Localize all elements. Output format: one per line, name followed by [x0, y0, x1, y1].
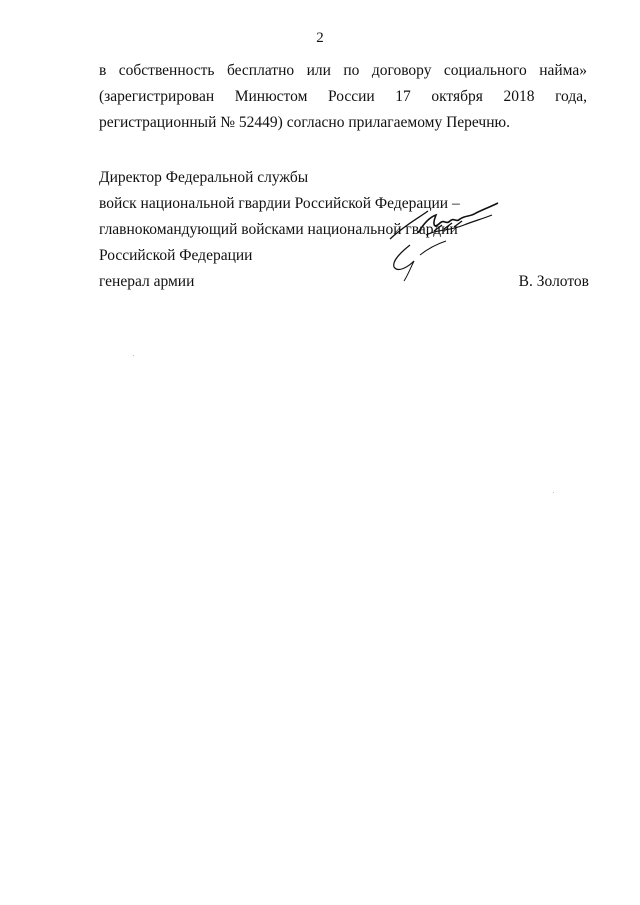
scan-speck — [133, 355, 134, 356]
signatory-rank: генерал армии — [99, 273, 195, 290]
body-line: (зарегистрирован Минюстом России 17 октября 2018 года, — [99, 88, 587, 105]
signatory-rank-name-row — [99, 269, 589, 295]
body-paragraph — [99, 58, 587, 136]
signatory-title-line: главнокомандующий войсками национальной гвардии — [99, 221, 458, 238]
scan-speck — [553, 492, 554, 493]
signatory-title-line: войск национальной гвардии Российской Федерации – — [99, 195, 460, 212]
signature-block — [99, 165, 589, 295]
body-line: регистрационный № 52449) согласно прилагаемому Перечню. — [99, 114, 510, 131]
signatory-name: В. Золотов — [518, 273, 589, 290]
page-number: 2 — [316, 30, 324, 46]
handwritten-signature — [380, 195, 505, 285]
signatory-title-line: Российской Федерации — [99, 247, 253, 264]
body-line: в собственность бесплатно или по договору социального найма» — [99, 62, 587, 79]
signatory-title-line: Директор Федеральной службы — [99, 169, 309, 186]
